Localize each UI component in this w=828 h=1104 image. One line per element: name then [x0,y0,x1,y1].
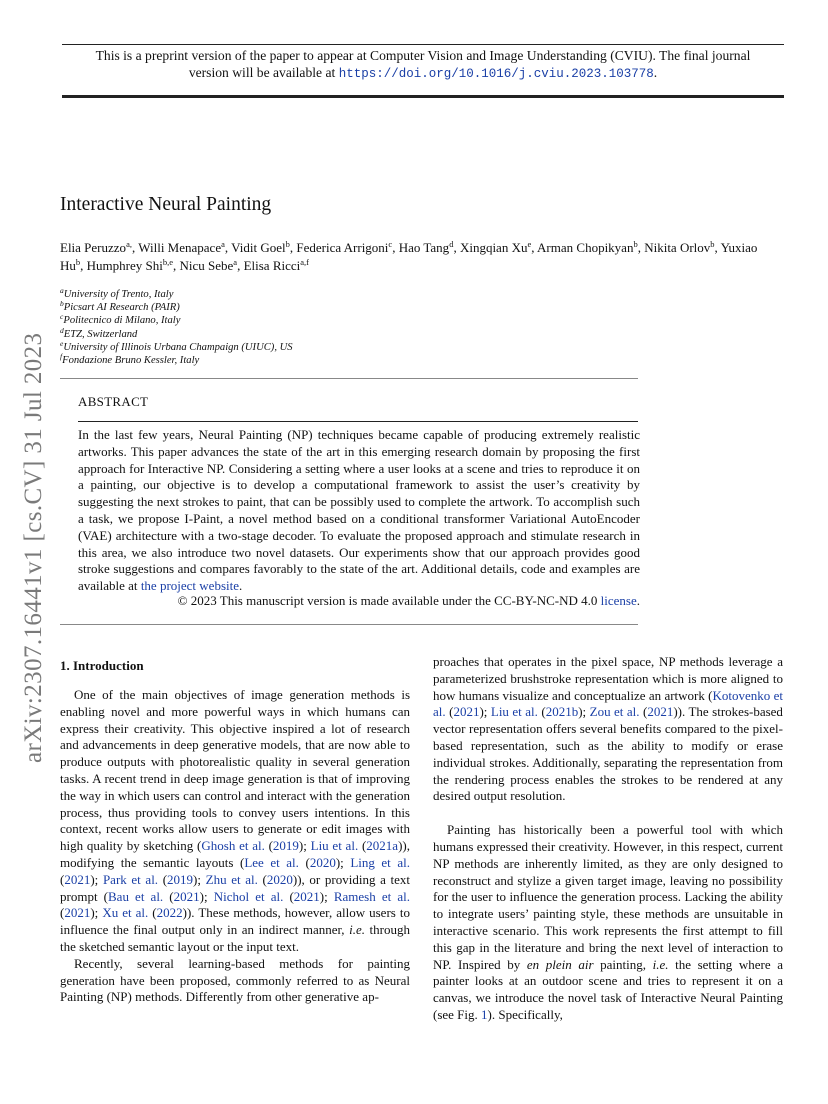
citation-link[interactable]: Xu et al. [102,905,149,921]
affiliation-mark: f [60,352,63,362]
top-thick-rule [62,95,784,98]
affiliation-list [60,288,293,367]
col1-paragraph-2: Recently, several learning-based methods for painting generation have been proposed, commonly referred to as Neural Painting (NP) methods. Differently from other generative ap- [60,955,410,1005]
author-name: Elia Peruzzo [60,240,127,255]
affiliation-text: Politecnico di Milano, Italy [63,315,181,327]
citation-link[interactable]: 2021 [173,888,200,904]
citation-link[interactable]: Zou et al. [589,704,640,720]
citation-link[interactable]: 2021b [545,704,579,720]
right-column [433,654,783,1024]
abstract-head-rule [78,421,638,422]
author-affiliation-mark: d [449,239,454,249]
affiliation-mark: b [60,299,64,309]
author-name: Yuxiao Hu [60,240,758,273]
affiliation-text: Fondazione Bruno Kessler, Italy [62,355,200,367]
author-affiliation-mark: c [388,239,393,249]
citation-link[interactable]: Bau et al. [108,888,164,904]
affiliation-mark: a [60,286,64,295]
author-affiliation-mark: b [285,239,290,249]
author-affiliation-mark: a [233,257,238,267]
citation-link[interactable]: 2019 [272,838,299,854]
citation-link[interactable]: 2021 [647,704,674,720]
author-affiliation-mark: b [710,239,715,249]
citation-link[interactable]: Ramesh et al. [333,888,410,904]
affiliation-item [60,338,293,354]
affiliation-item [60,288,293,301]
abstract-heading: ABSTRACT [78,394,149,409]
author-name: Xingqian Xu [459,240,528,255]
italic-text: i.e. [349,922,365,938]
author-name: Federica Arrigoni [296,240,389,255]
affiliation-text: University of Illinois Urbana Champaign (UIUC), US [63,341,293,353]
col2-paragraph-2: Painting has historically been a powerful tool with which humans expressed their creativity. However, in this respect, current NP methods are inherently limited, as they are only designed to reconstruct and stylize a given target image, leaving no possibility for the user to influence the generation process. Lacking the ability to integrate users’ painting style, these methods are unsuitable in interactive scenario. This work represents the first attempt to fill this gap in the literature and bring the next level of interaction to NP. Inspired by en plein air painting, i.e. the setting where a painter looks at an outdoor scene and tries to represent it on a canvas, we introduce the novel task of Interactive Neural Painting (see Fig. 1). Specifically, [433,822,783,1022]
citation-link[interactable]: Liu et al. [490,704,538,720]
author-affiliation-mark: b [633,239,638,249]
citation-link[interactable]: 2021 [453,704,480,720]
citation-link[interactable]: Kotovenko et al. [433,687,783,720]
citation-link[interactable]: Liu et al. [310,838,359,854]
citation-link[interactable]: 2021 [64,905,91,921]
project-website-link[interactable]: the project website [140,578,239,594]
citation-link[interactable]: Ghosh et al. [201,838,265,854]
author-name: Willi Menapace [138,240,222,255]
citation-link[interactable]: Nichol et al. [213,888,284,904]
license-line: © 2023 This manuscript version is made available under the CC-BY-NC-ND 4.0 license. [177,593,640,608]
col1-paragraph-1: One of the main objectives of image generation methods is enabling novel and more powerful ways in which humans can express their creativity. This objective inspired a lot of research and advancements in deep generative models, that are now able to produce outputs with photorealistic quality in several generation tasks. A recent trend in deep image generation is that of improving the way in which users can control and interact with the generation process, thus providing tools to convey users intentions. In this context, recent works allow users to generate or edit images with high quality by sketching (Ghosh et al. (2019); Liu et al. (2021a)), modifying the semantic layouts (Lee et al. (2020); Ling et al. (2021); Park et al. (2019); Zhu et al. (2020)), or providing a text prompt (Bau et al. (2021); Nichol et al. (2021); Ramesh et al. (2021); Xu et al. (2022)). These methods, however, allow users to influence the final output only in an indirect manner, i.e. through the sketched semantic layout or the input text. [60,687,410,954]
author-name: Hao Tang [398,240,450,255]
preprint-notice [62,47,784,83]
author-affiliation-mark: a,f [300,257,309,267]
preprint-notice-line2: version will be available at https://doi.org/10.1016/j.cviu.2023.103778. [188,65,658,81]
citation-link[interactable]: Lee et al. [244,854,299,870]
citation-link[interactable]: 2020 [309,854,336,870]
doi-link[interactable]: https://doi.org/10.1016/j.cviu.2023.103778 [338,67,654,81]
section-heading: 1. Introduction [60,658,144,673]
citation-link[interactable]: 1 [481,1006,488,1022]
affiliation-mark: e [60,338,64,348]
author-name: Arman Chopikyan [537,240,634,255]
italic-text: i.e. [652,956,669,972]
author-name: Elisa Ricci [243,258,301,273]
col2-paragraph-1: proaches that operates in the pixel space, NP methods leverage a parameterized brushstroke representation which is more aligned to how humans visualize and conceptualize an artwork (Kotovenko et al. (2021); Liu et al. (2021b); Zou et al. (2021)). The strokes-based vector representation offers several benefits compared to the pixel-based representation, such as the ability to modify or erase individual strokes. Additionally, separating the representation from the rendering process enables the strokes to be rendered at any desired output resolution. [433,654,783,804]
affiliation-text: University of Trento, Italy [63,289,174,300]
author-affiliation-mark: e [527,239,532,249]
italic-text: en plein air [526,956,594,972]
license-link[interactable]: license [600,593,637,608]
affiliation-text: Picsart AI Research (PAIR) [63,302,180,314]
author-affiliation-mark: b,e [162,257,173,267]
citation-link[interactable]: Zhu et al. [205,871,258,887]
citation-link[interactable]: Ling et al. [350,854,410,870]
abstract-text: In the last few years, Neural Painting (NP) techniques became capable of producing extremely realistic artworks. This paper advances the state of the art in this emerging research domain by proposing the first approach for Interactive NP. Considering a setting where a user looks at a scene and tries to reproduce it on a painting, our objective is to develop a computational framework to assist the user’s creativity by suggesting the next strokes to paint, that can be possibly used to complete the artwork. To accomplish such a task, we propose I-Paint, a novel method based on a conditional transformer Variational AutoEncoder (VAE) architecture with a two-stage decoder. To evaluate the proposed approach and stimulate research in this area, we also introduce two novel datasets. Our experiments show that our approach provides good stroke suggestions and compares favorably to the state of the art. Additional details, code and examples are available at the project website. [78,427,640,594]
citation-link[interactable]: 2021a [366,838,399,854]
citation-link[interactable]: 2021 [64,871,91,887]
affiliation-mark: d [60,325,64,335]
affiliation-item [60,301,293,314]
citation-link[interactable]: 2021 [293,888,320,904]
author-name: Nikita Orlov [644,240,711,255]
author-list: Elia Peruzzo$^{a,}$, Willi Menapace$^a$, Vidit Goel$^b$, Federica Arrigoni$^c$, Hao Tang$^d$, Xingqian Xu$^e$, Arman Chopikyan$^b$, Nikita Orlov$^b$, Yuxiao Hu$^b$, Humphrey Shi$^{b,e}$, Nicu Sebe$^a$, Elisa Ricci$^{a,f}$ [60,239,758,273]
left-column [60,687,410,1006]
author-name: Humphrey Shi [86,258,163,273]
citation-link[interactable]: Park et al. [102,871,159,887]
affiliation-item [60,354,293,367]
abstract-top-rule [60,378,638,379]
abstract-bottom-rule [60,624,638,625]
affiliation-item [60,325,293,341]
preprint-notice-line1: This is a preprint version of the paper to appear at Computer Vision and Image Understanding (CVIU). The final journal [95,48,751,63]
citation-link[interactable]: 2020 [266,871,293,887]
author-name: Vidit Goel [231,240,286,255]
author-affiliation-mark: b [75,257,81,267]
arxiv-identifier: arXiv:2307.16441v1 [cs.CV] 31 Jul 2023 [20,332,47,763]
citation-link[interactable]: 2019 [167,871,194,887]
author-name: Nicu Sebe [179,258,234,273]
citation-link[interactable]: 2022 [156,905,183,921]
affiliation-item [60,314,293,327]
paper-title: Interactive Neural Painting [60,194,272,215]
author-affiliation-mark: a, [126,239,132,249]
author-affiliation-mark: a [221,239,225,249]
top-thin-rule [62,44,784,45]
affiliation-text: ETZ, Switzerland [63,328,138,340]
affiliation-mark: c [60,312,64,322]
